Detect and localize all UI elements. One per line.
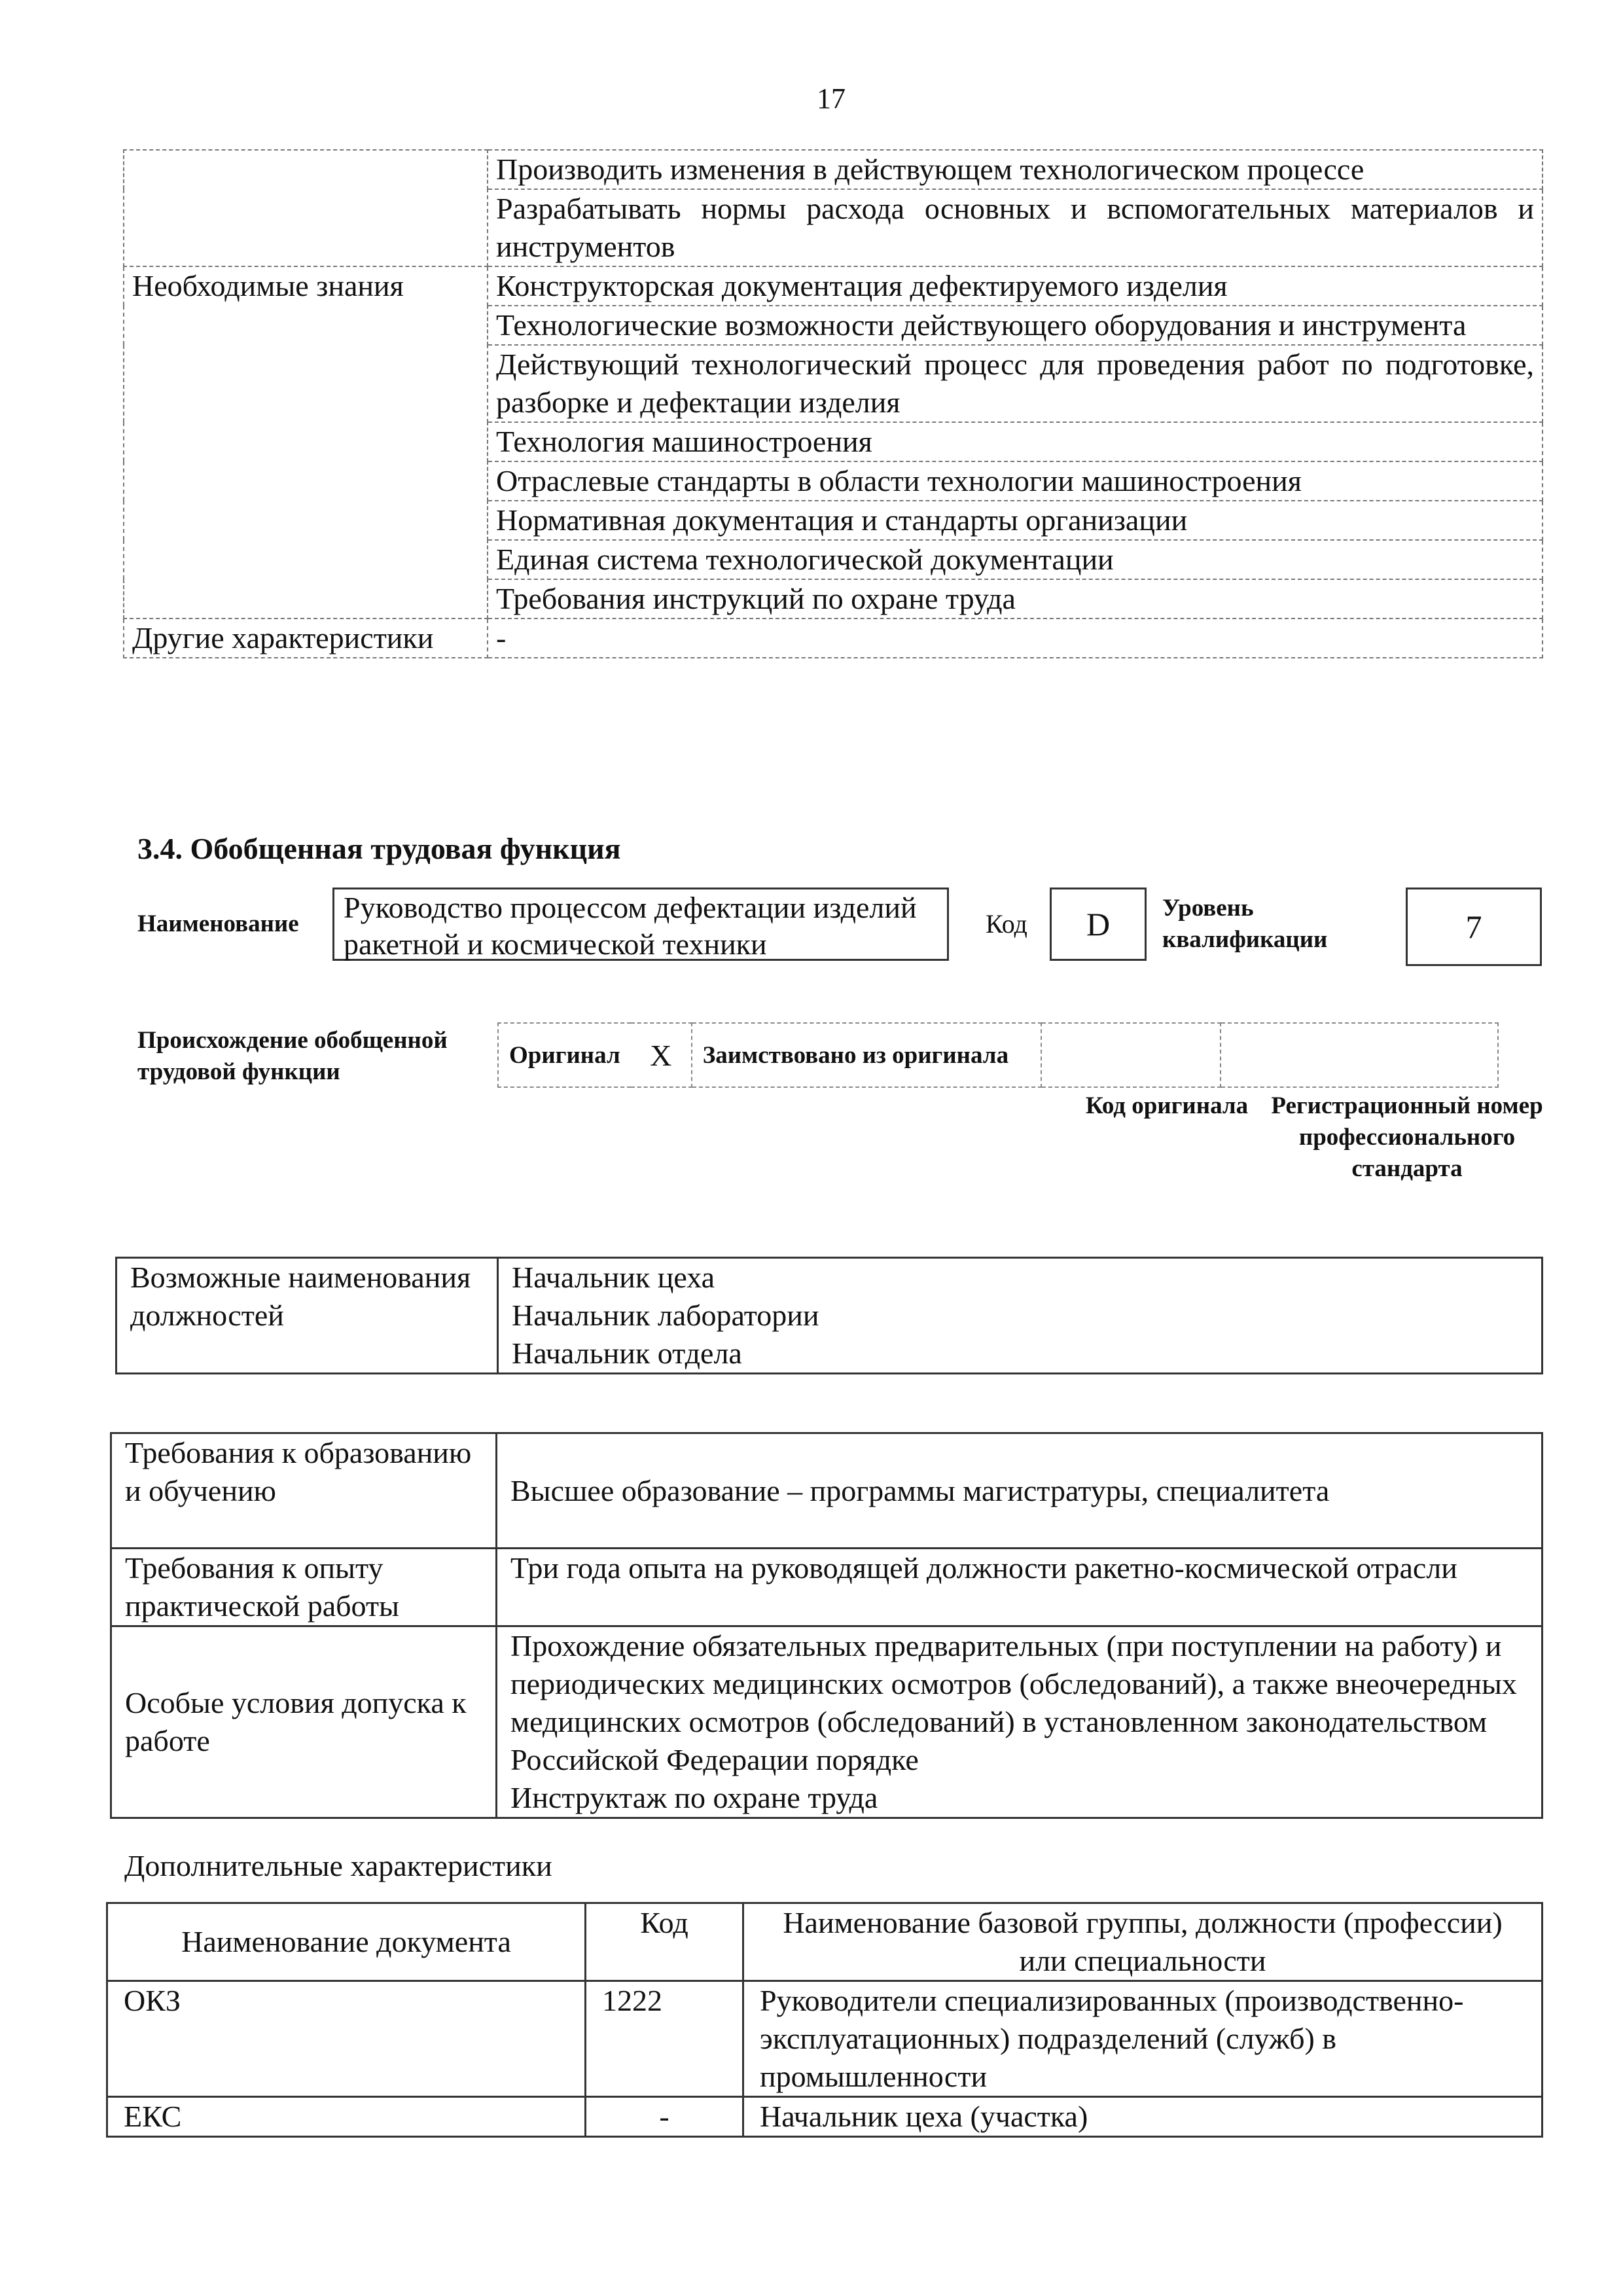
reg-caption: Регистрационный номер профессионального стандарта [1271, 1092, 1543, 1182]
header-doc: Наименование документа [107, 1903, 586, 1981]
original-mark: X [631, 1023, 692, 1087]
page-number: 17 [817, 82, 846, 115]
special-conditions-cell [497, 1626, 1543, 1818]
header-name: Наименование базовой группы, должности (профессии) или специальности [743, 1903, 1543, 1981]
row-doc: ЕКС [107, 2097, 586, 2137]
code-label: Код [986, 909, 1027, 939]
original-label: Оригинал [498, 1023, 631, 1087]
experience-value: Три года опыта на руководящей должности ракетно-космической отрасли [497, 1549, 1543, 1626]
origin-label: Происхождение обобщенной трудовой функции [137, 1027, 448, 1085]
positions-list [498, 1258, 1543, 1374]
row-name: Начальник цеха (участка) [743, 2097, 1543, 2137]
special-conditions-value: Прохождение обязательных предварительных (при поступлении на работу) и периодических медицинских осмотров (обследований), а также внеочередных медицинских осмотров (обследований) в установленном законодательством Российской Федерации порядке [510, 1629, 1517, 1776]
origin-table [497, 1022, 1499, 1088]
borrowed-label: Заимствовано из оригинала [692, 1023, 1041, 1087]
row-doc: ОКЗ [107, 1981, 586, 2097]
position-item: Начальник цеха [512, 1261, 715, 1294]
special-conditions-label: Особые условия допуска к работе [111, 1626, 497, 1818]
experience-label: Требования к опыту практической работы [111, 1549, 497, 1626]
other-value: - [488, 619, 1543, 658]
position-item: Начальник отдела [512, 1336, 742, 1370]
knowledge-item: Отраслевые стандарты в области технологии машиностроения [488, 461, 1543, 501]
header-code: Код [586, 1903, 743, 1981]
name-label: Наименование [137, 910, 299, 937]
skill-item: Производить изменения в действующем технологическом процессе [488, 150, 1543, 189]
row-code: 1222 [586, 1981, 743, 2097]
knowledge-item: Нормативная документация и стандарты организации [488, 501, 1543, 540]
education-label: Требования к образованию и обучению [111, 1433, 497, 1549]
knowledge-item: Технологические возможности действующего оборудования и инструмента [488, 306, 1543, 345]
knowledge-item: Действующий технологический процесс для проведения работ по подготовке, разборке и дефектации изделия [488, 345, 1543, 422]
level-label: Уровень квалификации [1162, 895, 1328, 953]
skill-item: Разрабатывать нормы расхода основных и вспомогательных материалов и инструментов [488, 189, 1543, 266]
knowledge-item: Требования инструкций по охране труда [488, 579, 1543, 619]
other-label: Другие характеристики [124, 619, 488, 658]
function-name-box: Руководство процессом дефектации изделий ракетной и космической техники [332, 888, 949, 961]
knowledge-item: Единая система технологической документации [488, 540, 1543, 579]
positions-table [115, 1257, 1543, 1374]
row-name: Руководители специализированных (производственно-эксплуатационных) подразделений (служб) в промышленности [743, 1981, 1543, 2097]
additional-table [106, 1902, 1543, 2138]
code-caption: Код оригинала [1085, 1092, 1249, 1119]
level-box: 7 [1406, 888, 1542, 966]
additional-title: Дополнительные характеристики [124, 1849, 552, 1882]
knowledge-label: Необходимые знания [124, 266, 488, 619]
section-title: 3.4. Обобщенная трудовая функция [137, 832, 621, 865]
requirements-table [110, 1432, 1543, 1819]
row-code: - [586, 2097, 743, 2137]
special-conditions-value-2: Инструктаж по охране труда [510, 1781, 878, 1814]
knowledge-item: Конструкторская документация дефектируемого изделия [488, 266, 1543, 306]
positions-label: Возможные наименования должностей [116, 1258, 498, 1374]
education-value: Высшее образование – программы магистратуры, специалитета [497, 1433, 1543, 1549]
code-box: D [1050, 888, 1147, 961]
position-item: Начальник лаборатории [512, 1299, 819, 1332]
knowledge-item: Технология машиностроения [488, 422, 1543, 461]
original-code-cell [1041, 1023, 1221, 1087]
knowledge-table [123, 149, 1543, 658]
reg-number-cell [1221, 1023, 1498, 1087]
